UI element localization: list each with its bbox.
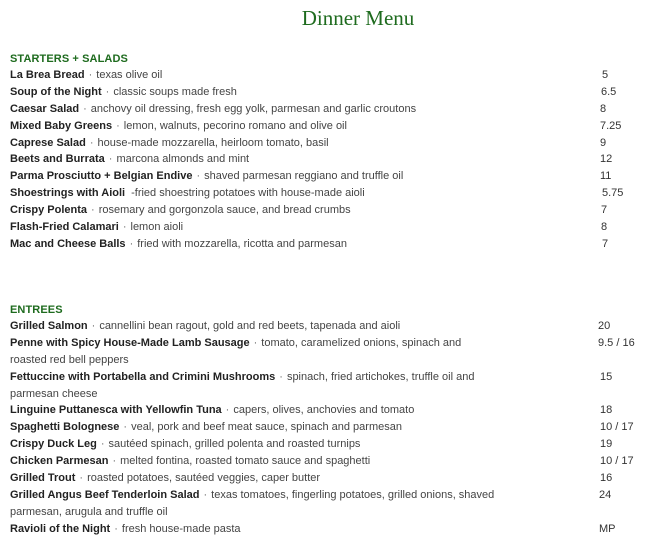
item-separator: · bbox=[225, 404, 230, 417]
item-description: anchovy oil dressing, fresh egg yolk, parmesan and garlic croutons bbox=[90, 102, 417, 115]
item-description: fresh house-made pasta bbox=[121, 522, 241, 535]
item-price: 7 bbox=[602, 237, 609, 250]
item-price: 10 / 17 bbox=[600, 421, 634, 434]
item-name: Shoestrings with Aioli bbox=[10, 187, 126, 200]
item-description: tomato, caramelized onions, spinach and roasted red bell peppers bbox=[10, 336, 462, 366]
menu-item bbox=[10, 436, 650, 453]
item-description: texas olive oil bbox=[96, 69, 163, 81]
item-description: melted fontina, roasted tomato sauce and spaghetti bbox=[120, 455, 371, 468]
item-name: Crispy Duck Leg bbox=[10, 438, 97, 451]
item-name: Soup of the Night bbox=[10, 85, 102, 98]
item-price: 5.75 bbox=[602, 187, 624, 200]
item-separator: · bbox=[91, 320, 96, 332]
item-price: 12 bbox=[600, 153, 613, 166]
menu-item bbox=[10, 118, 650, 135]
item-price: 7.25 bbox=[600, 119, 622, 132]
item-description: veal, pork and beef meat sauce, spinach and parmesan bbox=[131, 421, 402, 434]
item-name: Linguine Puttanesca with Yellowfin Tuna bbox=[10, 404, 222, 417]
item-separator: · bbox=[108, 153, 113, 166]
item-description: lemon aioli bbox=[130, 221, 184, 234]
item-price: 9 bbox=[600, 136, 607, 149]
menu-item bbox=[10, 168, 650, 185]
item-price: 7 bbox=[601, 204, 608, 217]
page-title: Dinner Menu bbox=[301, 6, 415, 30]
section-header-entrees: ENTREES bbox=[10, 304, 63, 316]
item-description: marcona almonds and mint bbox=[116, 153, 250, 166]
item-description: fried with mozzarella, ricotta and parmesan bbox=[137, 237, 347, 250]
item-separator: · bbox=[116, 119, 120, 132]
section-header-starters: STARTERS + SALADS bbox=[10, 53, 128, 65]
item-separator: · bbox=[122, 221, 127, 234]
menu-item bbox=[10, 185, 650, 202]
item-separator: · bbox=[105, 85, 110, 98]
starters-list bbox=[10, 67, 650, 253]
item-separator: · bbox=[91, 204, 95, 217]
menu-item bbox=[10, 487, 650, 521]
item-separator: · bbox=[123, 421, 128, 434]
item-price: 24 bbox=[599, 488, 612, 501]
menu-item bbox=[10, 521, 650, 538]
item-name: Fettuccine with Portabella and Crimini Mushrooms bbox=[10, 370, 276, 383]
item-price: 19 bbox=[600, 438, 613, 451]
item-separator: · bbox=[203, 488, 208, 501]
item-name: Parma Prosciutto + Belgian Endive bbox=[10, 170, 193, 183]
item-separator: · bbox=[253, 336, 258, 349]
item-price: 18 bbox=[600, 404, 613, 417]
item-name: Beets and Burrata bbox=[10, 153, 105, 166]
item-price: 16 bbox=[600, 472, 613, 485]
item-price: 8 bbox=[601, 221, 608, 234]
menu-item bbox=[10, 135, 650, 152]
menu-item bbox=[10, 402, 650, 419]
item-name: Ravioli of the Night bbox=[10, 522, 111, 535]
item-description: roasted potatoes, sautéed veggies, caper butter bbox=[87, 472, 321, 485]
item-description: shaved parmesan reggiano and truffle oil bbox=[204, 170, 404, 183]
menu-item bbox=[10, 453, 650, 470]
item-price: 6.5 bbox=[601, 85, 617, 98]
item-description: cannellini bean ragout, gold and red beets, tapenada and aioli bbox=[99, 320, 401, 332]
item-separator: · bbox=[279, 370, 283, 383]
item-description: spinach, fried artichokes, truffle oil and parmesan cheese bbox=[10, 370, 475, 400]
item-name: Mixed Baby Greens bbox=[10, 119, 113, 132]
item-separator: · bbox=[100, 438, 105, 451]
menu-item bbox=[10, 67, 650, 84]
item-name: Grilled Angus Beef Tenderloin Salad bbox=[10, 488, 200, 501]
item-separator: · bbox=[196, 170, 201, 183]
item-separator: · bbox=[83, 102, 87, 115]
item-description: capers, olives, anchovies and tomato bbox=[233, 404, 415, 417]
item-description: sautéed spinach, grilled polenta and roasted turnips bbox=[108, 438, 361, 451]
item-price: MP bbox=[599, 522, 616, 535]
item-separator: · bbox=[88, 69, 93, 81]
item-price: 8 bbox=[600, 102, 607, 115]
item-name: Penne with Spicy House-Made Lamb Sausage bbox=[10, 336, 250, 349]
item-price: 10 / 17 bbox=[600, 455, 634, 468]
menu-item bbox=[10, 219, 650, 236]
menu-item bbox=[10, 84, 650, 101]
item-separator: · bbox=[112, 455, 117, 468]
entrees-list bbox=[10, 318, 650, 538]
item-name: Mac and Cheese Balls bbox=[10, 237, 126, 250]
item-description: rosemary and gorgonzola sauce, and bread crumbs bbox=[98, 204, 351, 217]
item-price: 20 bbox=[598, 320, 611, 332]
item-name: Flash-Fried Calamari bbox=[10, 221, 119, 234]
item-separator: · bbox=[114, 522, 118, 535]
item-separator: · bbox=[79, 472, 84, 485]
item-price: 11 bbox=[600, 170, 612, 183]
item-description: house-made mozzarella, heirloom tomato, basil bbox=[97, 136, 329, 149]
menu-item bbox=[10, 335, 650, 369]
item-name: Caesar Salad bbox=[10, 102, 80, 115]
item-description: lemon, walnuts, pecorino romano and olive oil bbox=[123, 119, 347, 132]
menu-item bbox=[10, 369, 650, 403]
item-name: Grilled Trout bbox=[10, 472, 76, 485]
item-description: texas tomatoes, fingerling potatoes, grilled onions, shaved parmesan, arugula and truffle oil bbox=[10, 488, 495, 518]
item-price: 5 bbox=[602, 69, 609, 81]
item-name: Grilled Salmon bbox=[10, 320, 88, 332]
item-description: classic soups made fresh bbox=[113, 85, 237, 98]
item-separator: · bbox=[129, 237, 134, 250]
item-price: 9.5 / 16 bbox=[598, 336, 635, 349]
menu-item bbox=[10, 470, 650, 487]
menu-item bbox=[10, 318, 650, 335]
item-separator: · bbox=[89, 136, 94, 149]
item-name: La Brea Bread bbox=[10, 69, 85, 81]
item-name: Spaghetti Bolognese bbox=[10, 421, 120, 434]
item-price: 15 bbox=[600, 370, 613, 383]
item-name: Caprese Salad bbox=[10, 136, 86, 149]
item-description: -fried shoestring potatoes with house-made aioli bbox=[131, 187, 365, 200]
menu-item bbox=[10, 151, 650, 168]
menu-item bbox=[10, 202, 650, 219]
menu-item bbox=[10, 236, 650, 253]
item-name: Chicken Parmesan bbox=[10, 455, 109, 468]
menu-item bbox=[10, 101, 650, 118]
item-name: Crispy Polenta bbox=[10, 204, 88, 217]
menu-item bbox=[10, 419, 650, 436]
